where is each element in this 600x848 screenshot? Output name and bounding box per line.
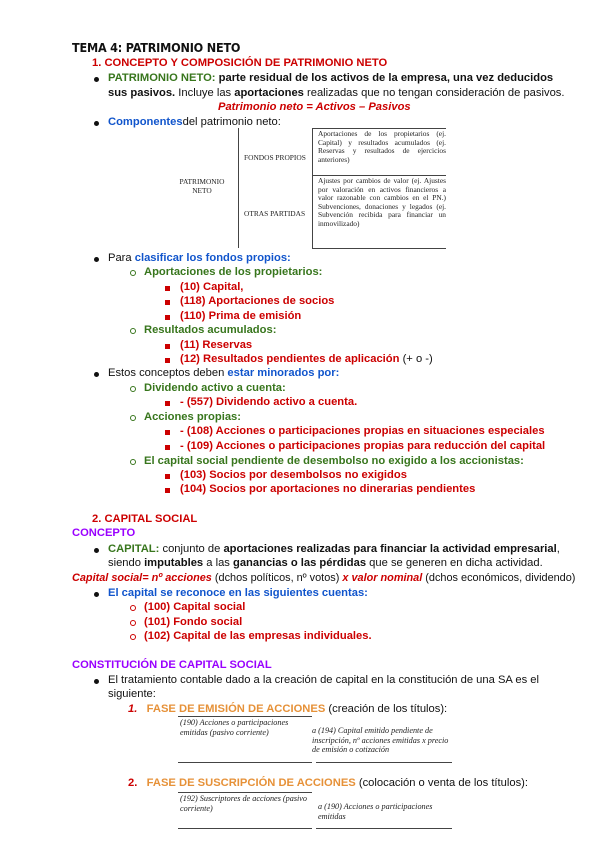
bullet <box>94 257 99 262</box>
phase-2-label: FASE DE SUSCRIPCIÓN DE ACCIONES <box>146 777 356 789</box>
capital-b: aportaciones realizadas para financiar la actividad empresarial <box>223 543 557 555</box>
journal-rule <box>178 762 312 763</box>
aport-item-2: (118) Aportaciones de socios <box>180 295 335 307</box>
table-rule <box>312 248 446 249</box>
result-item-1: (11) Reservas <box>180 339 253 351</box>
square-bullet <box>165 286 170 291</box>
pn-formula: Patrimonio neto = Activos – Pasivos <box>218 101 411 113</box>
resultados-head: Resultados acumulados: <box>144 324 277 336</box>
pn-rest-b: aportaciones <box>234 87 304 99</box>
phase-2-num: 2. <box>128 777 138 789</box>
minorados-a: Estos conceptos deben <box>108 367 225 379</box>
result-item-2: (12) Resultados pendientes de aplicación <box>180 353 400 365</box>
constitucion-text-2: siguiente: <box>108 688 156 700</box>
journal-rule <box>178 792 312 793</box>
table-row2-label: OTRAS PARTIDAS <box>244 209 306 218</box>
minorados-b: estar minorados por: <box>227 367 340 379</box>
bullet <box>94 121 99 126</box>
constitucion-text-1: El tratamiento contable dado a la creación de capital en la constitución de una SA es el <box>108 674 539 686</box>
section-2-heading: 2. CAPITAL SOCIAL <box>92 513 198 525</box>
section-1-heading: 1. CONCEPTO Y COMPOSICIÓN DE PATRIMONIO NETO <box>92 57 388 69</box>
bullet <box>94 548 99 553</box>
square-bullet <box>165 344 170 349</box>
square-bullet <box>165 430 170 435</box>
square-bullet <box>165 474 170 479</box>
phase-1-num: 1. <box>128 703 138 715</box>
capital-formula-line <box>72 572 575 584</box>
circle-bullet <box>130 328 136 334</box>
capital2-d: ganancias o las pérdidas <box>233 557 367 569</box>
dividendo-item: - (557) Dividendo activo a cuenta. <box>180 396 358 408</box>
circle-bullet <box>130 459 136 465</box>
capital-def-line1 <box>108 543 560 555</box>
square-bullet <box>165 358 170 363</box>
phase-2-suffix: (colocación o venta de los títulos): <box>358 777 529 789</box>
concepto-heading: CONCEPTO <box>72 527 136 539</box>
result-item-2-suffix: (+ o -) <box>402 353 433 365</box>
capital-def-line2 <box>108 557 543 569</box>
acciones-head: Acciones propias: <box>144 411 241 423</box>
componentes-rest: del patrimonio neto: <box>182 116 281 128</box>
square-bullet <box>165 445 170 450</box>
phase-2-credit: a (190) Acciones o participaciones emitidas <box>318 802 433 821</box>
bullet <box>94 679 99 684</box>
pn-definition-line1 <box>108 72 553 84</box>
pn-rest-c: realizadas que no tengan consideración de pasivos. <box>307 87 565 99</box>
aport-item-3: (110) Prima de emisión <box>180 310 302 322</box>
acciones-item-2: - (109) Acciones o participaciones propias para reducción del capital <box>180 440 546 452</box>
aport-item-1: (10) Capital, <box>180 281 244 293</box>
result-item-2-line <box>180 353 433 365</box>
capital-a: conjunto de <box>162 543 221 555</box>
minorados-line <box>108 367 339 379</box>
clasificar-line <box>108 252 291 264</box>
pn-def2: sus pasivos. <box>108 87 176 99</box>
phase-1-suffix: (creación de los títulos): <box>328 703 448 715</box>
capital2-a: siendo <box>108 557 141 569</box>
constitucion-heading: CONSTITUCIÓN DE CAPITAL SOCIAL <box>72 659 272 671</box>
pn-def1: parte residual de los activos de la empresa, una vez deducidos <box>218 72 554 84</box>
table-row2-text: Ajustes por cambios de valor (ej. Ajustes por valoración en activos financieros a valor razonable con cambios en el PN.) Subvenciones, donaciones y legados (ej. Subvención recibida para financiar un inmovilizado) <box>318 176 446 228</box>
circle-bullet <box>130 270 136 276</box>
acciones-item-1: - (108) Acciones o participaciones propias en situaciones especiales <box>180 425 545 437</box>
capital2-b: imputables <box>144 557 204 569</box>
capital-pendiente-item-1: (103) Socios por desembolsos no exigidos <box>180 469 407 481</box>
clasificar-b: clasificar los fondos propios: <box>134 252 291 264</box>
phase-1-debit: (190) Acciones o participaciones emitidas (pasivo corriente) <box>180 718 289 737</box>
capital-label: CAPITAL: <box>108 543 160 555</box>
capital-pendiente-item-2: (104) Socios por aportaciones no dinerarias pendientes <box>180 483 476 495</box>
pn-definition-line2 <box>108 87 565 99</box>
formula-a: Capital social= nº acciones <box>72 572 212 584</box>
capital2-e: que se generen en dicha actividad. <box>369 557 543 569</box>
phase-2-line <box>128 777 528 789</box>
reconoce-item-1: (100) Capital social <box>144 601 246 613</box>
bullet <box>94 372 99 377</box>
circle-bullet <box>130 386 136 392</box>
journal-rule <box>178 716 312 717</box>
page-title: TEMA 4: PATRIMONIO NETO <box>72 40 241 55</box>
clasificar-a: Para <box>108 252 132 264</box>
table-divider <box>238 128 239 248</box>
table-row1-text: Aportaciones de los propietarios (ej. Capital) y resultados acumulados (ej. Reservas y resultados de ejercicios anteriores) <box>318 129 446 164</box>
capital-c: , <box>556 543 560 555</box>
capital2-c: a las <box>206 557 230 569</box>
aportaciones-head: Aportaciones de los propietarios: <box>144 266 323 278</box>
formula-c: x valor nominal <box>342 572 423 584</box>
phase-1-credit: a (194) Capital emitido pendiente de inscripción, nº acciones emitidas x precio de emisión o cotización <box>312 726 449 754</box>
pn-rest-a: Incluye las <box>178 87 232 99</box>
table-divider <box>312 128 313 248</box>
circle-bullet <box>130 620 136 626</box>
phase-1-label: FASE DE EMISIÓN DE ACCIONES <box>146 703 326 715</box>
table-root-label: PATRIMONIO NETO <box>179 177 225 195</box>
table-row1-label: FONDOS PROPIOS <box>244 153 306 162</box>
formula-b: (dchos políticos, nº votos) <box>214 572 340 584</box>
componentes-label: Componentes <box>108 116 183 128</box>
square-bullet <box>165 300 170 305</box>
reconoce-item-2: (101) Fondo social <box>144 616 243 628</box>
reconoce-head: El capital se reconoce en las siguientes cuentas: <box>108 587 368 599</box>
circle-bullet <box>130 634 136 640</box>
formula-d: (dchos económicos, dividendo) <box>425 572 576 584</box>
circle-bullet <box>130 415 136 421</box>
bullet <box>94 592 99 597</box>
square-bullet <box>165 315 170 320</box>
reconoce-item-3: (102) Capital de las empresas individuales. <box>144 630 372 642</box>
circle-bullet <box>130 605 136 611</box>
journal-rule <box>316 762 452 763</box>
dividendo-head: Dividendo activo a cuenta: <box>144 382 286 394</box>
square-bullet <box>165 401 170 406</box>
journal-rule <box>178 828 312 829</box>
pn-label: PATRIMONIO NETO: <box>108 72 216 84</box>
journal-rule <box>316 828 452 829</box>
phase-2-debit: (192) Suscriptores de acciones (pasivo corriente) <box>180 794 308 813</box>
square-bullet <box>165 488 170 493</box>
capital-pendiente-head: El capital social pendiente de desembolso no exigido a los accionistas: <box>144 455 524 467</box>
phase-1-line <box>128 703 447 715</box>
bullet <box>94 77 99 82</box>
componentes-line <box>108 116 281 128</box>
